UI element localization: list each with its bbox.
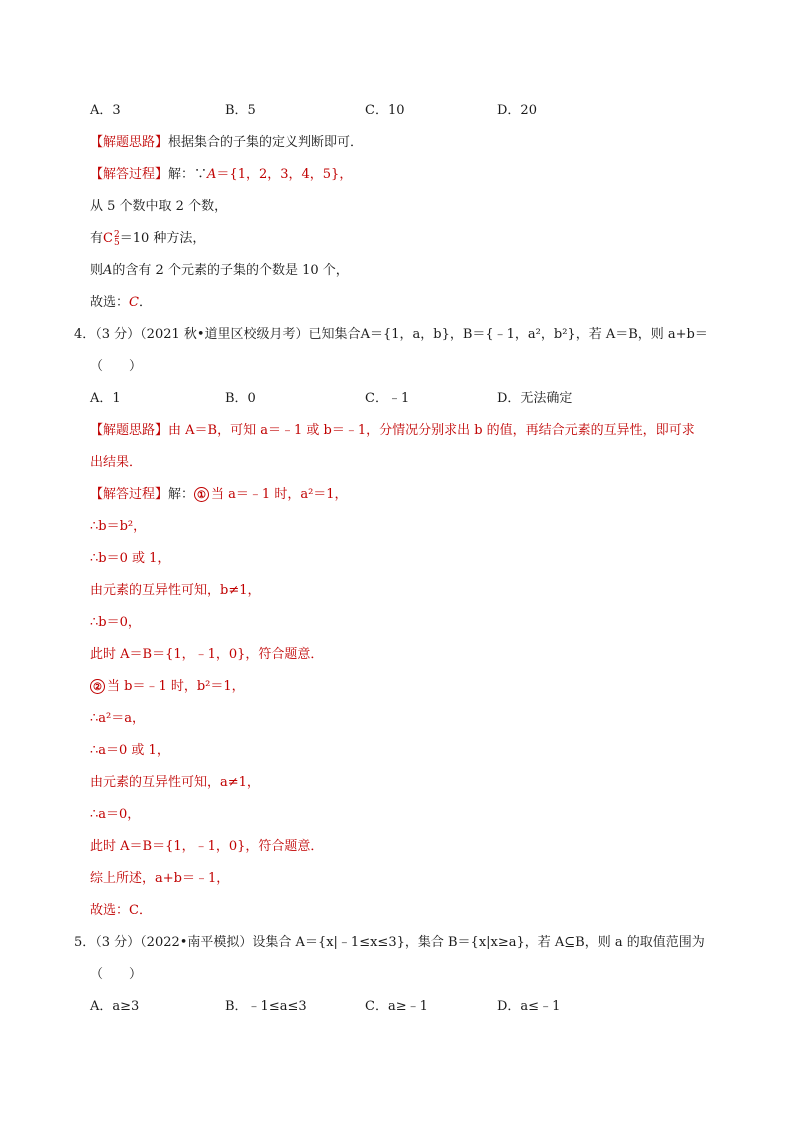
idea-text: 由 A＝B，可知 a＝﹣1 或 b＝﹣1，分情况分别求出 b 的值，再结合元素的互异性，即可求 — [168, 423, 695, 438]
answer-value: C — [129, 295, 139, 310]
q3-option-a: A．3 — [90, 103, 121, 118]
q4-option-b: B．0 — [225, 391, 256, 406]
set-a-text: ＝{1，2，3，4，5}， — [216, 167, 353, 182]
q4-solution — [90, 486, 348, 504]
q4-step: ∴b＝b²， — [90, 519, 147, 534]
q4-case-2 — [90, 678, 245, 696]
q3-step-3 — [90, 262, 349, 280]
q4-stem-paren: （ ） — [90, 359, 143, 374]
q3-step-1: 从 5 个数中取 2 个数， — [90, 199, 228, 214]
answer-prefix: 故选： — [90, 295, 130, 310]
idea-tag: 【解题思路】 — [90, 135, 169, 150]
q4-step: ∴a＝0 或 1， — [90, 743, 170, 758]
q4-step: 由元素的互异性可知，b≠1， — [90, 583, 261, 598]
q4-option-c: C．﹣1 — [365, 391, 410, 406]
q5-stem-paren: （ ） — [90, 967, 143, 982]
case-2-marker: ② — [90, 679, 105, 694]
q4-step: ∴b＝0， — [90, 615, 141, 630]
q4-step: ∴a²＝a， — [90, 711, 145, 726]
q3-answer — [90, 294, 152, 312]
q5-stem: 5．（3 分）（2022•南平模拟）设集合 A＝{x|﹣1≤x≤3}，集合 B＝{x|x≥a}，若 A⊆B，则 a 的取值范围为 — [74, 935, 705, 950]
solution-tag: 【解答过程】 — [90, 167, 169, 182]
solution-prefix: 解：∵ — [168, 167, 208, 182]
q3-step-2 — [90, 230, 205, 248]
answer-suffix: ． — [138, 295, 152, 310]
case-1-marker: ① — [194, 487, 209, 502]
q3-option-d: D．20 — [497, 103, 537, 118]
q5-option-c: C．a≥﹣1 — [365, 999, 428, 1014]
q3-option-b: B．5 — [225, 103, 256, 118]
idea-tag: 【解题思路】 — [90, 423, 169, 438]
step-prefix: 有 — [90, 231, 104, 246]
q4-answer: 故选：C． — [90, 903, 152, 918]
q5-option-d: D．a≤﹣1 — [497, 999, 561, 1014]
q4-step: ∴a＝0， — [90, 807, 141, 822]
q4-step: 综上所述，a+b＝﹣1， — [90, 871, 230, 886]
solution-prefix: 解： — [168, 487, 195, 502]
solution-tag: 【解答过程】 — [90, 487, 169, 502]
q4-idea-cont: 出结果． — [90, 455, 143, 470]
q5-option-a: A．a≥3 — [90, 999, 140, 1014]
step-prefix: 则 — [90, 263, 104, 278]
set-a-symbol: A — [103, 263, 113, 278]
set-a-symbol: A — [207, 167, 217, 182]
q4-step: 由元素的互异性可知，a≠1， — [90, 775, 260, 790]
combination-sup: 2 — [113, 229, 120, 240]
q4-option-a: A．1 — [90, 391, 121, 406]
q4-stem-source: 4．（3 分）（2021 秋•道里区校级月考）已知集合 — [74, 327, 361, 342]
step-suffix: ＝10 种方法， — [119, 231, 206, 246]
q3-solution — [90, 166, 352, 184]
step-suffix: 的含有 2 个元素的子集的个数是 10 个， — [112, 263, 349, 278]
q4-stem — [74, 326, 708, 344]
q4-step: 此时 A＝B＝{1，﹣1，0}，符合题意． — [90, 647, 324, 662]
combination-c: C — [103, 231, 113, 246]
q3-idea — [90, 134, 363, 152]
q4-step: ∴b＝0 或 1， — [90, 551, 171, 566]
combination — [103, 231, 120, 246]
case-2-text: 当 b＝﹣1 时，b²＝1， — [107, 679, 245, 694]
q4-step: 此时 A＝B＝{1，﹣1，0}，符合题意． — [90, 839, 324, 854]
combination-sub: 5 — [113, 237, 120, 248]
case-1-text: 当 a＝﹣1 时，a²＝1， — [211, 487, 348, 502]
q3-option-c: C．10 — [365, 103, 405, 118]
idea-text: 根据集合的子集的定义判断即可． — [168, 135, 364, 150]
q4-stem-sets: A＝{1，a，b}，B＝{﹣1，a²，b²}，若 A＝B，则 a+b＝ — [360, 327, 708, 342]
q4-option-d: D．无法确定 — [497, 391, 573, 406]
q4-idea — [90, 422, 695, 440]
q5-option-b: B．﹣1≤a≤3 — [225, 999, 307, 1014]
